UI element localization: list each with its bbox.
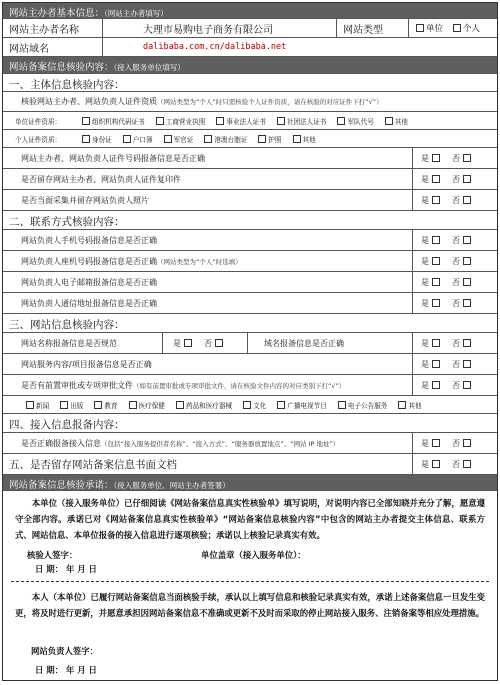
approval-category-option-label: 广播电视节目: [287, 401, 327, 410]
no-label: 否: [452, 338, 460, 348]
unit-cert-option-label: 其他: [394, 117, 408, 126]
unit-cert-option-label: 工商营业执照: [165, 117, 206, 126]
date-line-2: 日 期： 年 月 日: [35, 665, 97, 675]
unit-cert-checkbox[interactable]: [82, 117, 90, 125]
s2-q2-note: （网站类型为“个人”时选填）: [157, 257, 242, 266]
s2-q1-no-checkbox[interactable]: [463, 236, 471, 244]
s1-id-type-question: [3, 92, 497, 111]
person-cert-option[interactable]: [201, 134, 247, 144]
pledge-paragraph-1: 本单位（接入服务单位）已仔细阅读《网站备案信息真实性核验单》填写说明，对说明内容已全部知晓并充分了解，愿意遵守全部内容。承诺已对《网站备案信息真实性核验单》“网站备案信息核验内容”中包含的网站主办者提交主体信息、联系方式、网站信息、本单位报备的接入信息进行逐项核验；承诺以上核验记录真实有效。: [15, 498, 485, 540]
s3-q2-no-checkbox[interactable]: [463, 360, 471, 368]
s1-person-cert-label: 个人证件资质：: [15, 135, 62, 144]
s1-q3-no-checkbox[interactable]: [463, 196, 471, 204]
no-label: 否: [204, 338, 212, 348]
s4-q1-text: 是否正确报备接入信息: [21, 438, 101, 448]
s1-q1-yes-checkbox[interactable]: [432, 154, 440, 162]
s4-q1-no-checkbox[interactable]: [463, 439, 471, 447]
yes-label: 是: [421, 174, 429, 184]
s1-person-cert-row: [3, 130, 497, 148]
sponsor-name-value[interactable]: 大理市易购电子商务有限公司: [103, 19, 337, 37]
sponsor-name-row: [3, 19, 497, 38]
approval-category-option-label: 出版: [70, 401, 84, 410]
dashed-divider: [11, 581, 489, 582]
s1-id-type-text: 核验网站主办者、网站负责人证件资质: [21, 97, 157, 106]
unit-cert-option[interactable]: [153, 116, 206, 126]
unit-cert-option-label: 事业法人证书: [226, 117, 266, 126]
site-type-label: 网站类型: [337, 19, 409, 37]
approval-category-checkbox[interactable]: [94, 401, 102, 409]
s1-title: 一、主体信息核验内容：: [3, 74, 497, 92]
s3-q2-row: [3, 354, 497, 375]
s1-unit-cert-row: [3, 112, 497, 130]
person-cert-checkbox[interactable]: [293, 135, 301, 143]
approval-category-option[interactable]: [23, 400, 49, 410]
no-label: 否: [452, 235, 460, 245]
no-label: 否: [452, 153, 460, 163]
s2-q2-row: [3, 251, 497, 272]
site-type-options: [409, 19, 497, 37]
person-cert-option[interactable]: [161, 134, 194, 144]
s3-q3-yes-checkbox[interactable]: [432, 381, 440, 389]
person-cert-option-label: 身份证: [92, 135, 112, 144]
s3-q3-text: 是否有前置审批或专项审批文件: [21, 380, 133, 390]
pledge-header: [3, 475, 497, 491]
approval-category-option-label: 教育: [104, 401, 118, 410]
verification-form: [2, 2, 498, 681]
approval-category-option[interactable]: [57, 400, 83, 410]
s3-q1-no-checkbox[interactable]: [215, 339, 223, 347]
yes-label: 是: [421, 256, 429, 266]
s2-q2-answer: [421, 251, 473, 271]
no-label: 否: [452, 438, 460, 448]
date-line-1: 日 期： 年 月 日: [35, 564, 97, 574]
s2-q3-answer: [421, 272, 473, 292]
s3-approval-row: [3, 396, 497, 414]
yes-label: 是: [421, 380, 429, 390]
s2-q2-text: 网站负责人座机号码报备信息是否正确: [21, 256, 157, 266]
s2-q4-yes-checkbox[interactable]: [432, 299, 440, 307]
yes-label: 是: [421, 438, 429, 448]
yes-label: 是: [421, 277, 429, 287]
person-cert-option[interactable]: [255, 134, 281, 144]
person-cert-checkbox[interactable]: [204, 135, 212, 143]
person-cert-checkbox[interactable]: [123, 135, 131, 143]
person-cert-option-label: 户口簿: [132, 135, 153, 144]
s1-q3-answer: [421, 190, 473, 210]
unit-cert-checkbox[interactable]: [337, 117, 345, 125]
approval-category-option[interactable]: [173, 400, 232, 410]
pledge-title: 网站备案信息核验承诺：: [9, 480, 114, 491]
s2-q2-yes-checkbox[interactable]: [432, 257, 440, 265]
s5-title: 五、是否留存网站备案信息书面文档: [3, 454, 413, 474]
approval-category-option-label: 电子公告服务: [347, 401, 388, 410]
approval-category-checkbox[interactable]: [338, 401, 346, 409]
unit-cert-option[interactable]: [334, 116, 373, 126]
s4-q1-answer: [421, 433, 473, 453]
unit-cert-option[interactable]: [79, 116, 145, 126]
approval-category-option-label: 新闻: [36, 401, 50, 410]
s1-id-type-row: [3, 92, 497, 112]
person-cert-checkbox[interactable]: [164, 135, 172, 143]
s2-q3-text: 网站负责人电子邮箱报备信息是否正确: [3, 272, 413, 292]
s1-q2-no-checkbox[interactable]: [463, 175, 471, 183]
approval-category-checkbox[interactable]: [60, 401, 68, 409]
s3-q3-question: [3, 375, 413, 395]
s4-q1-row: [3, 433, 497, 454]
no-label: 否: [452, 195, 460, 205]
s1-q1-no-checkbox[interactable]: [463, 154, 471, 162]
s2-q3-no-checkbox[interactable]: [463, 278, 471, 286]
no-label: 否: [452, 380, 460, 390]
s4-q1-question: [3, 433, 413, 453]
s3-q2-text: 网站服务内容/项目报备信息是否正确: [3, 354, 413, 374]
s5-no-checkbox[interactable]: [463, 460, 471, 468]
s2-title: 二、联系方式核验内容：: [3, 211, 497, 230]
verify-note: （接入服务单位填写）: [113, 63, 185, 72]
owner-sign-label: 网站负责人签字：: [31, 646, 98, 656]
s3-q1-answer: [173, 333, 225, 353]
approval-category-option[interactable]: [274, 400, 327, 410]
sponsor-name-label: 网站主办者名称: [3, 19, 103, 37]
s2-q1-text: 网站负责人手机号码报备信息是否正确: [3, 230, 413, 250]
unit-cert-option-label: 社团法人证书: [286, 117, 327, 126]
s3-q2-yes-checkbox[interactable]: [432, 360, 440, 368]
yes-label: 是: [421, 195, 429, 205]
unit-cert-option[interactable]: [274, 116, 327, 126]
person-cert-option-label: 其他: [302, 135, 316, 144]
s3-q1b-answer: [421, 333, 473, 353]
approval-category-option-label: 文化: [253, 401, 267, 410]
approval-category-checkbox[interactable]: [176, 401, 184, 409]
no-label: 否: [452, 277, 460, 287]
s2-q1-yes-checkbox[interactable]: [432, 236, 440, 244]
s3-q1b-text: 域名报备信息是否正确: [247, 333, 413, 353]
s1-q3-yes-checkbox[interactable]: [432, 196, 440, 204]
unit-cert-checkbox[interactable]: [216, 117, 224, 125]
s3-q3-no-checkbox[interactable]: [463, 381, 471, 389]
s3-title: 三、网站信息核验内容：: [3, 314, 497, 333]
yes-label: 是: [421, 338, 429, 348]
yes-label: 是: [421, 153, 429, 163]
basic-info-header: [3, 3, 497, 19]
person-cert-checkbox[interactable]: [258, 135, 266, 143]
domain-row: [3, 38, 497, 57]
no-label: 否: [452, 298, 460, 308]
person-cert-option-label: 护照: [268, 135, 282, 144]
s1-q3-text: 是否当面采集并留存网站负责人照片: [3, 190, 413, 210]
site-type-personal-checkbox[interactable]: [453, 24, 461, 32]
s3-q2-answer: [421, 354, 473, 374]
s3-q1-row: [3, 333, 497, 354]
s1-q3-row: [3, 190, 497, 211]
s3-q3-answer: [421, 375, 473, 395]
person-cert-checkbox[interactable]: [82, 135, 90, 143]
approval-category-checkbox[interactable]: [26, 401, 34, 409]
approval-category-option-label: 药品和医疗器械: [185, 401, 233, 410]
s4-q1-note: （包括“接入服务提供者名称”、“接入方式”、“服务器放置地点”、“网站 IP 地址”）: [101, 439, 340, 448]
domain-label: 网站域名: [3, 38, 103, 56]
no-label: 否: [452, 174, 460, 184]
unit-cert-checkbox[interactable]: [385, 117, 393, 125]
s1-q2-answer: [421, 169, 473, 189]
approval-category-checkbox[interactable]: [243, 401, 251, 409]
verify-title: 网站备案信息核验内容：: [9, 62, 114, 73]
s1-q1-text: 网站主办者、网站负责人证件号码报备信息是否正确: [3, 148, 413, 168]
person-cert-option-label: 港澳台胞证: [214, 135, 248, 144]
s1-unit-cert-label: 单位证件资质：: [15, 117, 62, 126]
approval-category-checkbox[interactable]: [129, 401, 137, 409]
s2-q4-text: 网站负责人通信地址报备信息是否正确: [3, 293, 413, 313]
s3-q1-yes-checkbox[interactable]: [184, 339, 192, 347]
unit-cert-option[interactable]: [213, 116, 266, 126]
site-type-unit-checkbox[interactable]: [416, 24, 424, 32]
person-cert-option-label: 军官证: [173, 135, 194, 144]
yes-label: 是: [421, 298, 429, 308]
unit-cert-option-label: 组织机构代码证书: [92, 117, 145, 126]
no-label: 否: [452, 256, 460, 266]
s1-person-cert-options: [15, 130, 493, 147]
s3-q3-note: （如有前置审批或专项审批文件，请在核验文件内容的对应类别下打“√”）: [133, 381, 346, 390]
s3-q1-text: 网站名称报备信息是否规范: [3, 333, 163, 353]
person-cert-option[interactable]: [120, 134, 153, 144]
basic-info-title: 网站主办者基本信息：: [9, 8, 105, 19]
yes-label: 是: [421, 359, 429, 369]
s1-q1-row: [3, 148, 497, 169]
person-cert-option[interactable]: [79, 134, 112, 144]
approval-category-checkbox[interactable]: [398, 401, 406, 409]
unit-cert-option-label: 军队代号: [347, 117, 374, 126]
unit-cert-checkbox[interactable]: [277, 117, 285, 125]
site-type-unit-label: 单位: [426, 24, 444, 34]
s4-q1-yes-checkbox[interactable]: [432, 439, 440, 447]
pledge-note: （接入服务单位、网站主办者签署）: [113, 481, 230, 490]
s2-q3-yes-checkbox[interactable]: [432, 278, 440, 286]
approval-category-option[interactable]: [240, 400, 266, 410]
approval-category-option[interactable]: [395, 400, 421, 410]
pledge-paragraph-2: 本人（本单位）已履行网站备案信息当面核验手续，承认以上填写信息和核验记录真实有效，承诺上述备案信息一旦发生变更，将及时进行更新，并愿意承担因网站备案信息不准确或更新不及时而采取的停止网站接入服务、注销备案等相应处理措施。: [15, 592, 485, 618]
yes-label: 是: [173, 338, 181, 348]
s3-q1b-yes-checkbox[interactable]: [432, 339, 440, 347]
verify-header: [3, 57, 497, 74]
unit-cert-checkbox[interactable]: [156, 117, 164, 125]
s3-q1b-no-checkbox[interactable]: [463, 339, 471, 347]
s5-yes-checkbox[interactable]: [432, 460, 440, 468]
s5-answer: [421, 454, 473, 474]
s4-title: 四、接入信息报备内容：: [3, 414, 497, 433]
s3-q3-row: [3, 375, 497, 396]
approval-category-option-label: 医疗保健: [138, 401, 165, 410]
s2-q4-no-checkbox[interactable]: [463, 299, 471, 307]
s2-q1-answer: [421, 230, 473, 250]
s2-q4-answer: [421, 293, 473, 313]
s1-id-type-note: （网站类型为“个人”时只需核验个人证件资质，请在核验的对应证件下打“√”）: [157, 98, 383, 106]
basic-info-note: （网站主办者填写）: [104, 9, 168, 18]
person-cert-option[interactable]: [290, 134, 316, 144]
s1-unit-cert-options: [15, 112, 493, 129]
approval-category-option-label: 其他: [408, 401, 422, 410]
unit-cert-option[interactable]: [382, 116, 408, 126]
s1-q2-row: [3, 169, 497, 190]
no-label: 否: [452, 359, 460, 369]
s2-q2-no-checkbox[interactable]: [463, 257, 471, 265]
site-type-personal-label: 个人: [463, 24, 481, 34]
s2-q4-row: [3, 293, 497, 314]
s1-q2-yes-checkbox[interactable]: [432, 175, 440, 183]
s1-q2-text: 是否留存网站主办者、网站负责人证件复印件: [3, 169, 413, 189]
no-label: 否: [452, 459, 460, 469]
approval-category-option[interactable]: [126, 400, 165, 410]
s3-approval-options: [23, 396, 493, 413]
s2-q1-row: [3, 230, 497, 251]
approval-category-option[interactable]: [335, 400, 388, 410]
s1-q1-answer: [421, 148, 473, 168]
yes-label: 是: [421, 235, 429, 245]
yes-label: 是: [421, 459, 429, 469]
s2-q3-row: [3, 272, 497, 293]
s2-q2-question: [3, 251, 413, 271]
approval-category-checkbox[interactable]: [277, 401, 285, 409]
verifier-sign-label: 核验人签字：: [27, 550, 78, 560]
domain-value[interactable]: dalibaba.com.cn/dalibaba.net: [143, 42, 287, 52]
s5-row: [3, 454, 497, 475]
unit-seal-label: 单位盖章（接入服务单位）：: [201, 550, 306, 560]
approval-category-option[interactable]: [91, 400, 117, 410]
